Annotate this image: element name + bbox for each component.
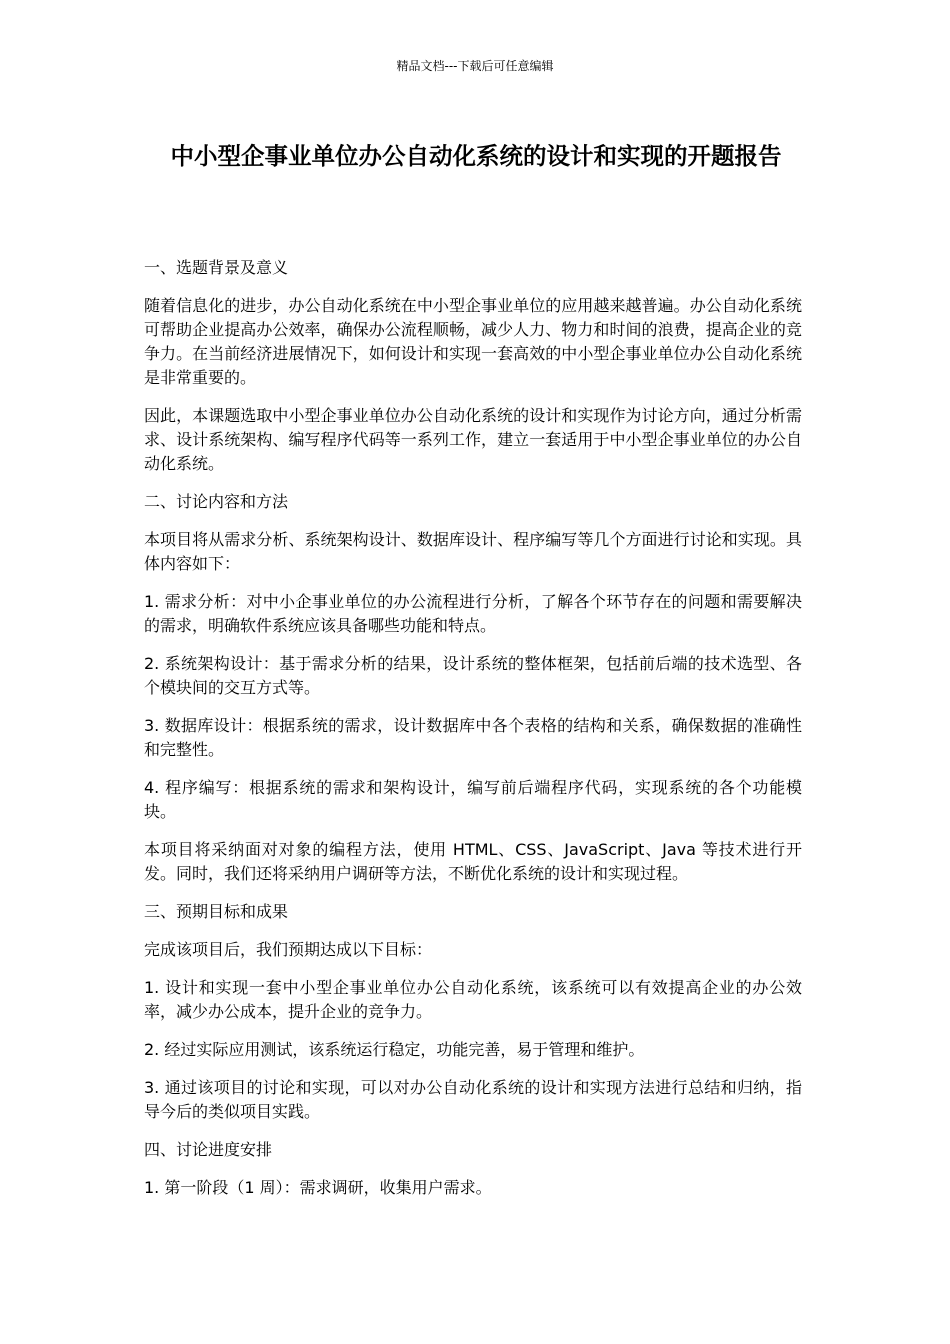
header-note: 精品文档---下载后可任意编辑: [396, 59, 554, 73]
list-item: 2. 经过实际应用测试，该系统运行稳定，功能完善，易于管理和维护。: [144, 1040, 645, 1059]
list-item: 2. 系统架构设计：基于需求分析的结果，设计系统的整体框架，包括前后端的技术选型、各个模块间的交互方式等。: [144, 654, 802, 697]
paragraph: 随着信息化的进步，办公自动化系统在中小型企事业单位的应用越来越普遍。办公自动化系统可帮助企业提高办公效率，确保办公流程顺畅，减少人力、物力和时间的浪费，提高企业的竞争力。在当前经济进展情况下，如何设计和实现一套高效的中小型企事业单位办公自动化系统是非常重要的。: [144, 296, 802, 387]
list-item: 1. 需求分析：对中小企事业单位的办公流程进行分析，了解各个环节存在的问题和需要解决的需求，明确软件系统应该具备哪些功能和特点。: [144, 592, 802, 635]
paragraph: 因此，本课题选取中小型企事业单位办公自动化系统的设计和实现作为讨论方向，通过分析需求、设计系统架构、编写程序代码等一系列工作，建立一套适用于中小型企事业单位的办公自动化系统。: [144, 406, 802, 473]
section-heading-goals: 三、预期目标和成果: [144, 902, 289, 921]
paragraph: 本项目将从需求分析、系统架构设计、数据库设计、程序编写等几个方面进行讨论和实现。具体内容如下：: [144, 530, 802, 573]
document-body: [144, 256, 802, 1214]
list-item: 4. 程序编写：根据系统的需求和架构设计，编写前后端程序代码，实现系统的各个功能模块。: [144, 778, 802, 821]
paragraph: 完成该项目后，我们预期达成以下目标：: [144, 940, 433, 959]
list-item: 1. 第一阶段（1 周）：需求调研，收集用户需求。: [144, 1178, 492, 1197]
paragraph: 本项目将采纳面对对象的编程方法，使用 HTML、CSS、JavaScript、Java 等技术进行开发。同时，我们还将采纳用户调研等方法，不断优化系统的设计和实现过程。: [144, 840, 802, 883]
list-item: 1. 设计和实现一套中小型企事业单位办公自动化系统，该系统可以有效提高企业的办公效率，减少办公成本，提升企业的竞争力。: [144, 978, 802, 1021]
section-heading-schedule: 四、讨论进度安排: [144, 1140, 273, 1159]
document-title: 中小型企事业单位办公自动化系统的设计和实现的开题报告: [170, 142, 782, 170]
list-item: 3. 通过该项目的讨论和实现，可以对办公自动化系统的设计和实现方法进行总结和归纳，指导今后的类似项目实践。: [144, 1078, 802, 1121]
section-heading-background: 一、选题背景及意义: [144, 258, 289, 277]
section-heading-content-methods: 二、讨论内容和方法: [144, 492, 289, 511]
list-item: 3. 数据库设计：根据系统的需求，设计数据库中各个表格的结构和关系，确保数据的准确性和完整性。: [144, 716, 802, 759]
